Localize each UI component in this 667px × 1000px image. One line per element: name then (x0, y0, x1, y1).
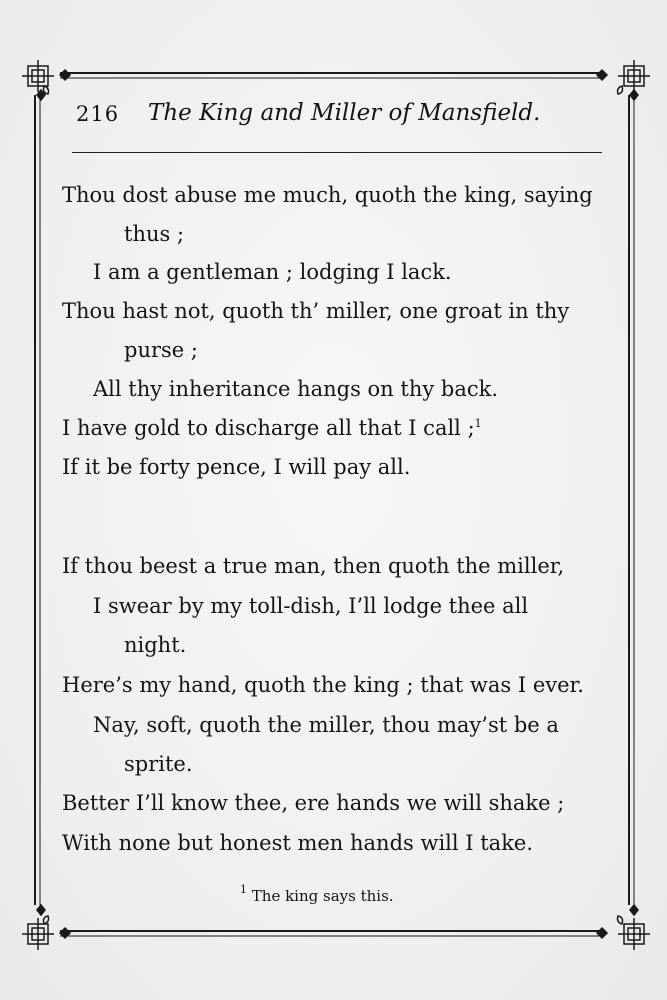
page-number: 216 (76, 102, 120, 126)
corner-ornament-top-right (597, 60, 650, 100)
running-header (76, 100, 606, 134)
verse-line: I am a gentleman ; lodging I lack. (93, 260, 452, 284)
verse-line: Thou hast not, quoth th’ miller, one groat in thy (62, 299, 570, 323)
corner-ornament-top-left (22, 60, 70, 100)
verse-line: With none but honest men hands will I take. (62, 831, 534, 855)
verse-line: Thou dost abuse me much, quoth the king, saying (62, 183, 593, 207)
verse-line: If thou beest a true man, then quoth the miller, (62, 554, 565, 578)
verse-line-continuation: purse ; (124, 338, 198, 362)
verse-line: I swear by my toll-dish, I’ll lodge thee all (93, 594, 529, 618)
footnote-reference: 1 (474, 417, 482, 430)
verse-line: Better I’ll know thee, ere hands we will shake ; (62, 791, 565, 815)
verse-line-continuation: thus ; (124, 222, 185, 246)
verse-line: If it be forty pence, I will pay all. (62, 455, 411, 479)
corner-ornament-bottom-right (597, 905, 650, 950)
verse-line-continuation: sprite. (124, 752, 193, 776)
verse-line: All thy inheritance hangs on thy back. (93, 377, 499, 401)
footnote-marker: 1 (240, 883, 247, 896)
verse-line (62, 416, 482, 440)
verse-line: Nay, soft, quoth the miller, thou may’st be a (93, 713, 559, 737)
footnote-text: The king says this. (251, 887, 394, 905)
verse-text: I have gold to discharge all that I call ; (62, 416, 475, 440)
footnote (240, 883, 394, 905)
header-rule (72, 152, 602, 153)
verse-line-continuation: night. (124, 633, 187, 657)
verse-line: Here’s my hand, quoth the king ; that was I ever. (62, 673, 584, 697)
running-title: The King and Miller of Mansfield. (148, 100, 541, 126)
corner-ornament-bottom-left (22, 905, 70, 950)
